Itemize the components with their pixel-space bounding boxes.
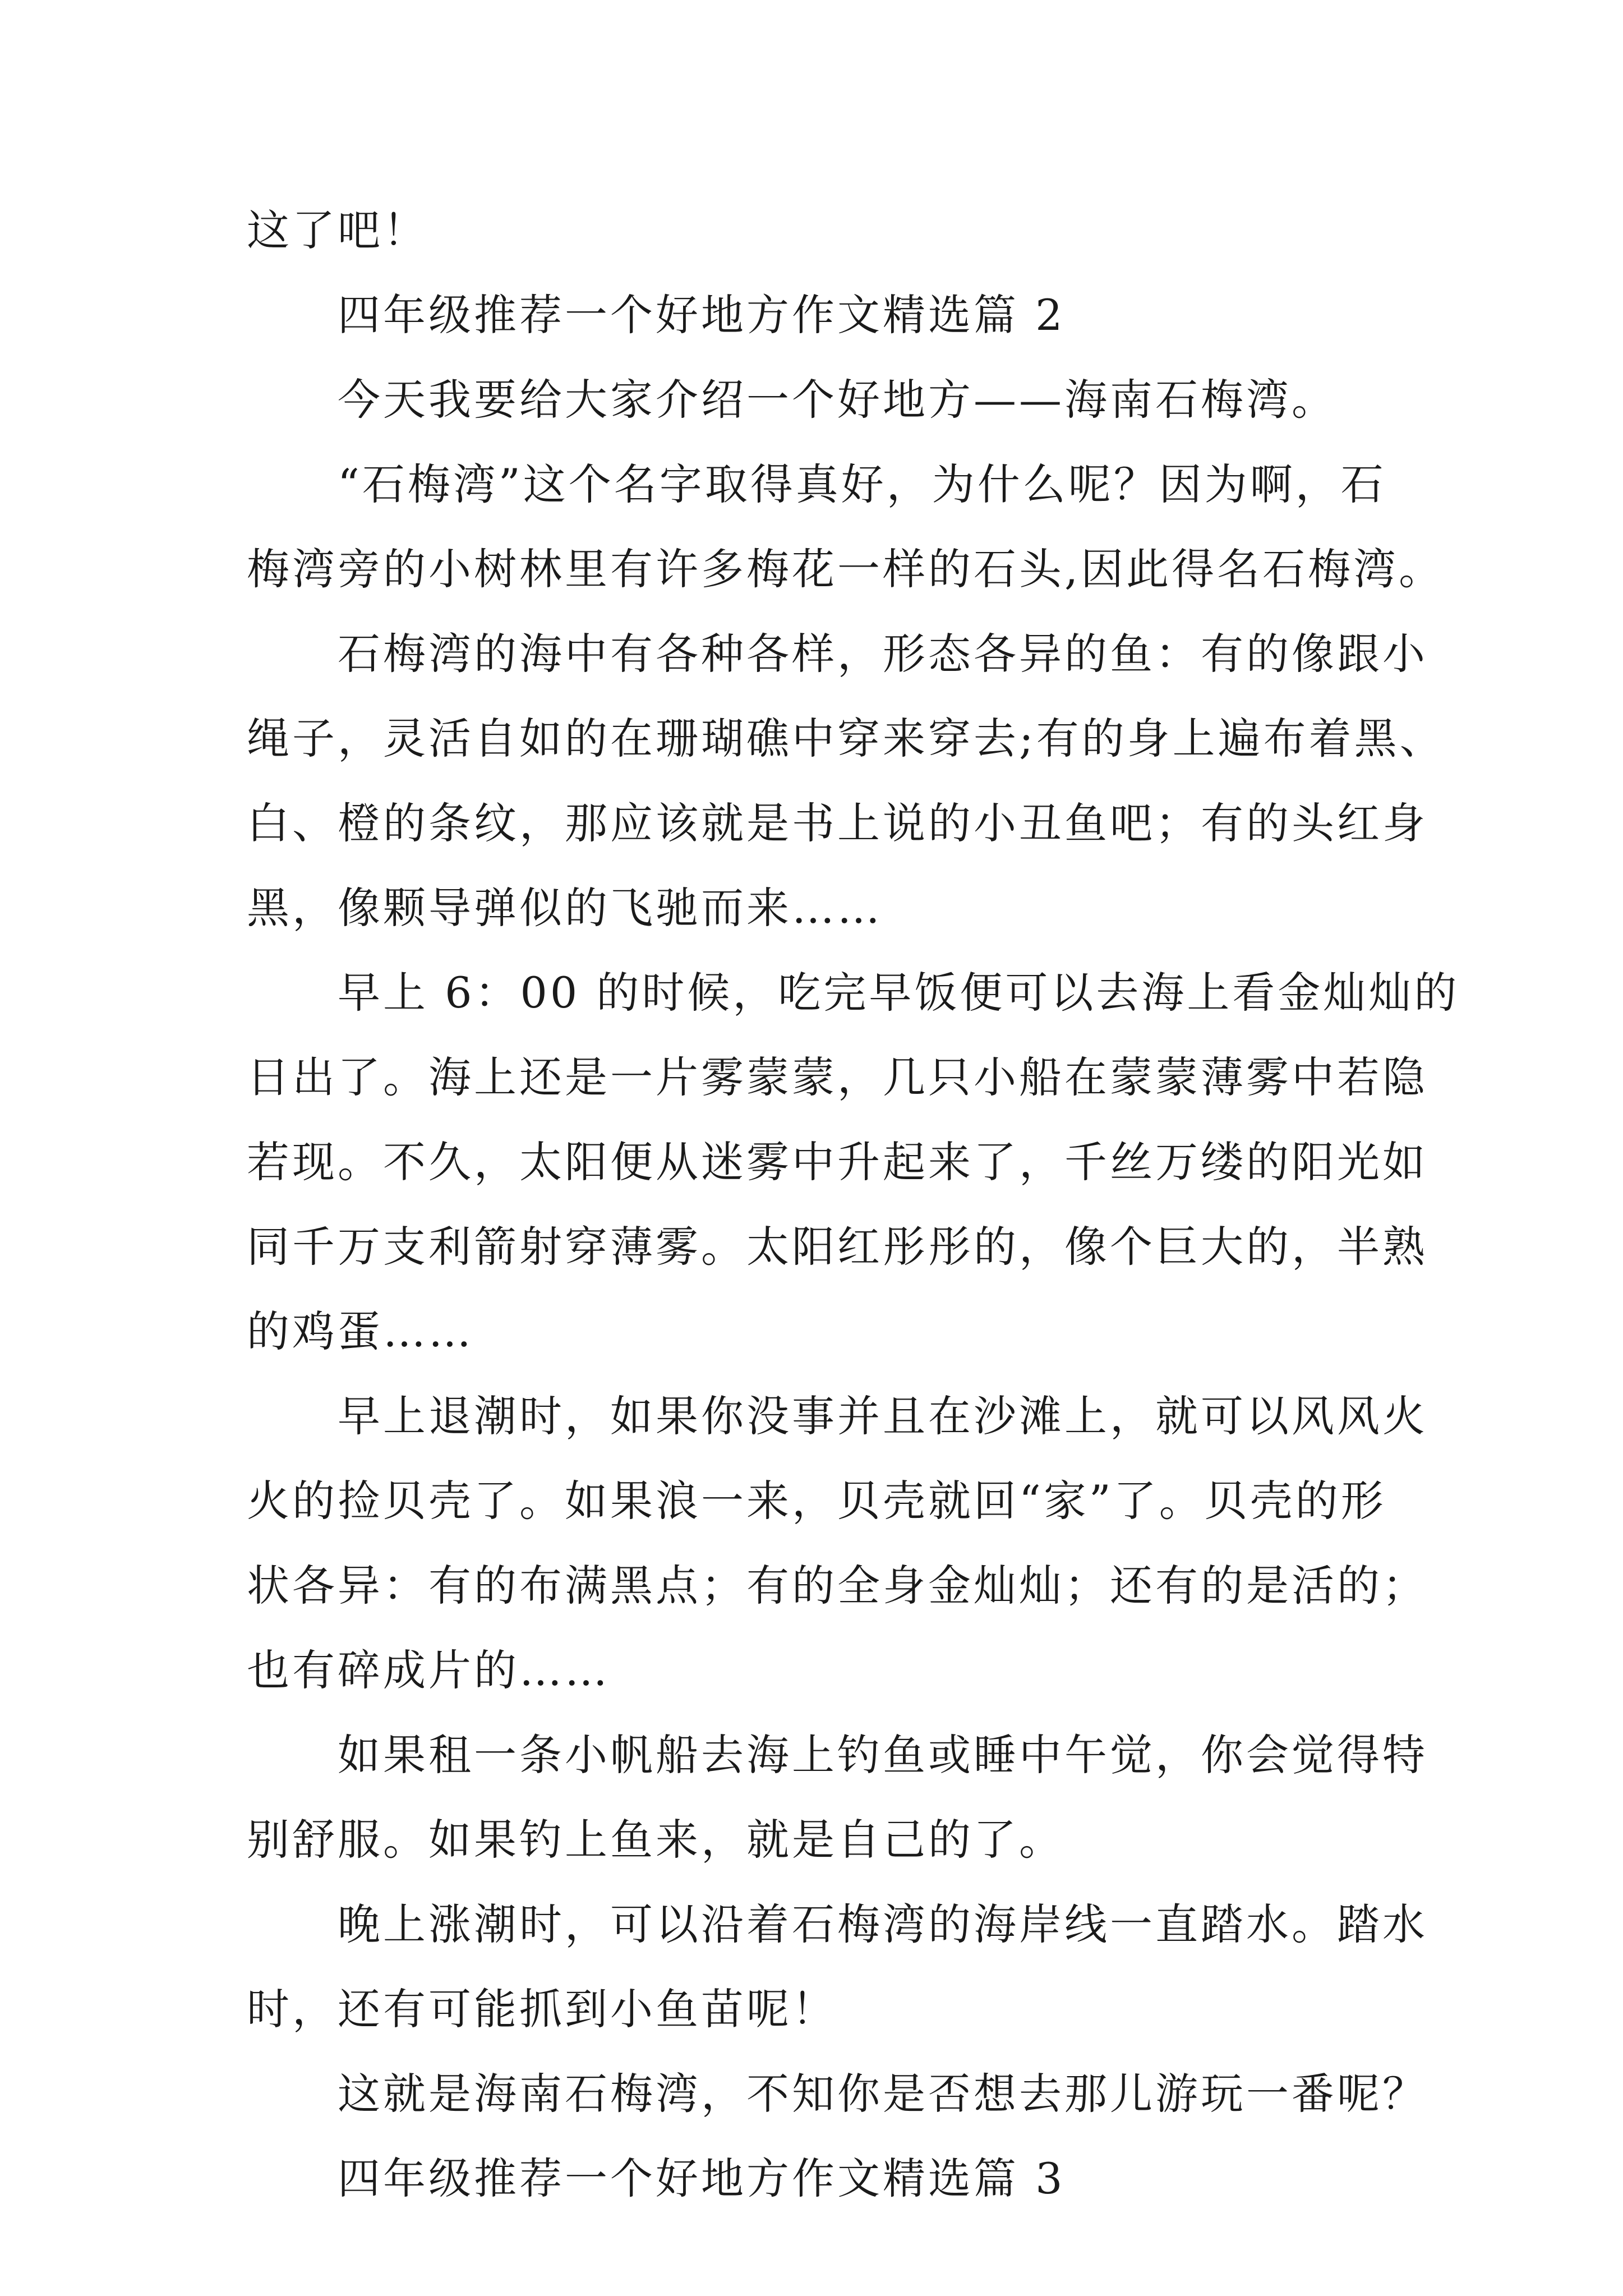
text-line: 梅湾旁的小树林里有许多梅花一样的石头,因此得名石梅湾。: [247, 544, 1445, 594]
text-line: 同千万支利箭射穿薄雾。太阳红彤彤的，像个巨大的，半熟: [247, 1222, 1428, 1272]
text-line: 石梅湾的海中有各种各样，形态各异的鱼：有的像跟小: [338, 629, 1428, 679]
text-line: 四年级推荐一个好地方作文精选篇 3: [338, 2154, 1066, 2203]
text-line: 白、橙的条纹，那应该就是书上说的小丑鱼吧；有的头红身: [247, 798, 1428, 848]
text-line: 若现。不久，太阳便从迷雾中升起来了，千丝万缕的阳光如: [247, 1137, 1428, 1187]
text-line: 晚上涨潮时，可以沿着石梅湾的海岸线一直踏水。踏水: [338, 1899, 1428, 1949]
text-line: 日出了。海上还是一片雾蒙蒙，几只小船在蒙蒙薄雾中若隐: [247, 1052, 1428, 1102]
text-line: 的鸡蛋……: [247, 1306, 474, 1356]
text-line: 四年级推荐一个好地方作文精选篇 2: [338, 290, 1066, 340]
text-line: 别舒服。如果钓上鱼来，就是自己的了。: [247, 1815, 1064, 1865]
text-line: 如果租一条小帆船去海上钓鱼或睡中午觉，你会觉得特: [338, 1730, 1428, 1780]
text-line: 早上 6：00 的时候，吃完早饭便可以去海上看金灿灿的: [338, 968, 1460, 1018]
text-line: 今天我要给大家介绍一个好地方——海南石梅湾。: [338, 375, 1337, 425]
text-line: 黑，像颗导弹似的飞驰而来……: [247, 883, 883, 933]
text-line: 火的捡贝壳了。如果浪一来，贝壳就回“家”了。贝壳的形: [247, 1476, 1386, 1526]
text-line: 时，还有可能抓到小鱼苗呢！: [247, 1984, 837, 2034]
text-line: 状各异：有的布满黑点；有的全身金灿灿；还有的是活的；: [247, 1561, 1428, 1611]
text-line: “石梅湾”这个名字取得真好，为什么呢？因为啊，石: [338, 459, 1386, 509]
text-line: 绳子，灵活自如的在珊瑚礁中穿来穿去;有的身上遍布着黑、: [247, 714, 1445, 763]
text-line: 也有碎成片的……: [247, 1645, 610, 1695]
text-line: 这就是海南石梅湾，不知你是否想去那儿游玩一番呢？: [338, 2069, 1428, 2119]
document-body: [247, 188, 1460, 2221]
text-line: 早上退潮时，如果你没事并且在沙滩上，就可以风风火: [338, 1391, 1428, 1441]
text-line: 这了吧！: [247, 205, 428, 255]
